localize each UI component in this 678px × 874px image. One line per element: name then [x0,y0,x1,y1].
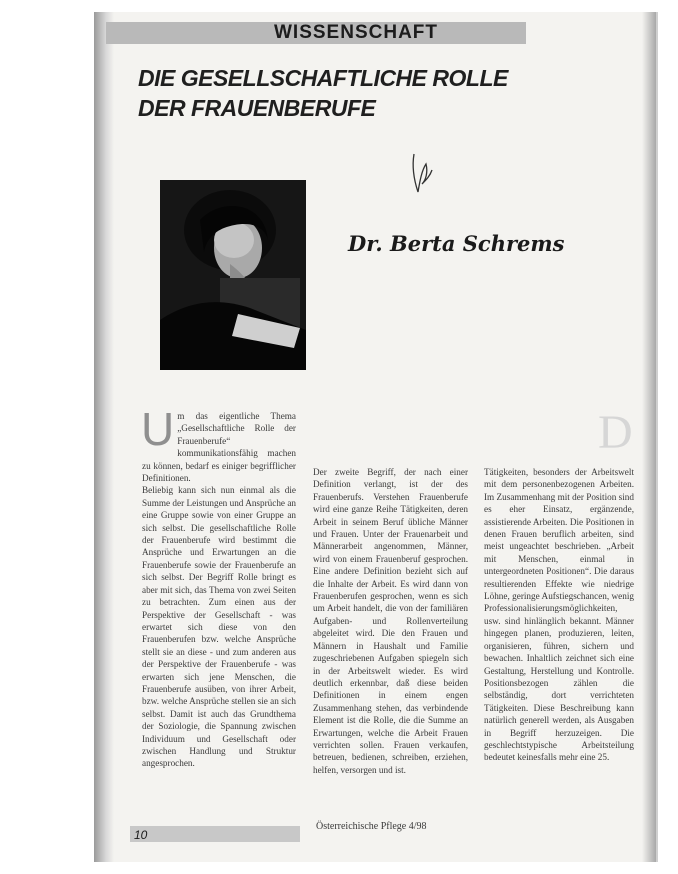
drop-cap: U [141,403,175,455]
section-header-bar [106,22,526,44]
body-paragraph-1: Beliebig kann sich nun einmal als die Summe der Leistungen und Ansprüche an eine Gruppe sowie von einer Gruppe an sich selbst. Die gesellschaftliche Rolle der Frauenberufe wird bestimmt die Ansprüche und Erwartungen an die Frauenberufe sowie der Frauenberufe an sich selbst. Der Begriff Rolle bringt es aber mit sich, das Thema von zwei Seiten zu betrachten. Zum einen aus der Perspektive der Gesellschaft - was erwartet sich diese von den Frauenberufen bzw. welche Ansprüche stellt sie an diese - und zum anderen aus der Perspektive der Frauenberufe - was erwarten sich jene Menschen, die Frauenberufe ausüben, von ihrer Arbeit, bzw. welche Ansprüche stellen sie an sich selbst. Damit ist auch das Grundthema der Soziologie, die Spannung zwischen Individuum und Gesellschaft oder zwischen Handlung und Struktur angesprochen. [142,485,296,769]
intro-paragraph: m das eigentliche Thema „Gesellschaftliche Rolle der Frauenberufe“ kommunikationsfähig machen zu können, bedarf es einiger begrifflicher Definitionen. [142,411,296,484]
section-label: WISSENSCHAFT [274,22,438,43]
bleed-through-letter: D [598,406,633,459]
author-portrait-image [160,180,306,370]
page-binding-shadow [94,12,114,862]
text-column-2 [313,466,468,776]
page-number: 10 [134,828,148,842]
journal-footer: Österreichische Pflege 4/98 [316,821,427,832]
body-paragraph-2: Der zweite Begriff, der nach einer Definition verlangt, ist der des Frauenberufs. Verstehen Frauenberufe wird eine ganze Reihe Tätigkeiten, deren Arbeit in seinem Beruf übliche Männer und Frauen. Unter der Frauenarbeit und Männerarbeit angenommen, Männer, wird von einem Frauenberuf gesprochen. Eine andere Definition bezieht sich auf die Inhalte der Arbeit. Es wird dann von Frauenberufen gesprochen, wenn es sich um Arbeit handelt, die von der familiären Aufgaben- und Rollenverteilung abgeleitet wird. Die den Frauen und Männern in Haushalt und Familie zugeschriebenen Aufgaben spiegeln sich in der Arbeitswelt wieder. Es wird deutlich erkennbar, daß diese beiden Definitionen in einem engen Zusammenhang stehen, das verbindende Element ist die Rolle, die die Summe an Erwartungen, welche die Arbeit Frauen verrichten sollen. Frauen verkaufen, betreuen, bedienen, schreiben, erziehen, helfen, versorgen und ist. [313,467,468,775]
page-edge-shadow [642,12,656,862]
author-name: Dr. Berta Schrems [348,231,565,256]
title-line-2: DER FRAUENBERUFE [138,95,376,121]
article-title [138,63,538,123]
text-column-3 [484,466,634,764]
text-column-1 [141,403,296,770]
page-number-bar [130,826,300,842]
handwritten-signature [408,150,436,198]
title-line-1: DIE GESELLSCHAFTLICHE ROLLE [138,65,508,91]
author-photo [160,180,306,370]
body-paragraph-3: Tätigkeiten, besonders der Arbeitswelt mit dem personenbezogenen Arbeiten. Im Zusammenhang mit der Position sind es eher Einsatz, ergänzende, assistierende Arbeiten. Die Positionen in denen Frauen beruflich arbeiten, sind meist ungeachtet beschrieben. „Arbeit mit Menschen, einmal in untergeordneten Positionen“. Die daraus resultierenden Effekte wie niedrige Löhne, geringe Aufstiegschancen, wenig Professionalisierungsmöglichkeiten, usw. sind hinlänglich bekannt. Männer hingegen planen, produzieren, leiten, organisieren, führen, sichern und bewachen. Inhaltlich zeichnet sich eine Gestaltung, Herstellung und Kontrolle. Positionsbezogen zählen die selbständig, dort verrichteten Tätigkeiten. Diese Beschreibung kann natürlich generell werden, als Ausgaben in Begriff herzuzeigen. Die geschlechtstypische Arbeitsteilung bedeutet keinesfalls mehr eine 25. [484,467,634,763]
